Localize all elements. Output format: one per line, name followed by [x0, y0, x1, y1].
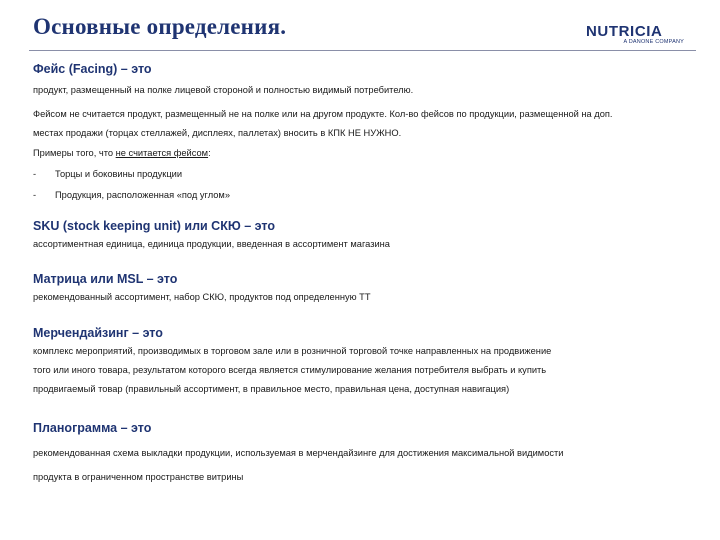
- merch-line-3: продвигаемый товар (правильный ассортимент, в правильное место, правильная цена, доступная навигация): [33, 384, 510, 394]
- list-item: [33, 165, 688, 184]
- merch-line-2: того или иного товара, результатом которого всегда является стимулирование желания потребителя выбрать и купить: [33, 365, 547, 375]
- facing-examples-intro: [33, 144, 688, 163]
- list-item: [33, 186, 688, 205]
- page-title: Основные определения.: [33, 14, 287, 39]
- facing-heading: Фейс (Facing) – это: [33, 62, 152, 76]
- logo-wordmark: NUTRICIA: [586, 23, 663, 40]
- matrix-line-1: рекомендованный ассортимент, набор СКЮ, продуктов под определенную ТТ: [33, 292, 371, 302]
- list-item-text: Продукция, расположенная «под углом»: [55, 190, 230, 200]
- merch-line-1: комплекс мероприятий, производимых в торговом зале или в розничной торговой точке направленных на продвижение: [33, 346, 552, 356]
- dash-bullet: -: [33, 190, 37, 200]
- title-divider: [29, 50, 696, 51]
- examples-suffix: :: [208, 148, 211, 158]
- planogram-line-2: продукта в ограниченном пространстве витрины: [33, 472, 244, 482]
- section-sku: [33, 217, 688, 254]
- matrix-heading: Матрица или MSL – это: [33, 272, 178, 286]
- sku-heading: SKU (stock keeping unit) или СКЮ – это: [33, 219, 275, 233]
- section-planogram: [33, 419, 688, 487]
- list-item-text: Торцы и боковины продукции: [55, 169, 183, 179]
- merch-heading: Мерчендайзинг – это: [33, 326, 163, 340]
- nutricia-logo: [586, 24, 696, 46]
- definitions-content: [33, 59, 688, 487]
- section-facing: [33, 59, 688, 205]
- logo-tagline: A DANONE COMPANY: [623, 39, 684, 45]
- section-merchandising: [33, 324, 688, 399]
- dash-bullet: -: [33, 169, 37, 179]
- examples-prefix: Примеры того, что: [33, 148, 116, 158]
- facing-line-3: местах продажи (торцах стеллажей, дисплеях, паллетах) вносить в КПК НЕ НУЖНО.: [33, 128, 402, 138]
- planogram-heading: Планограмма – это: [33, 421, 152, 435]
- examples-underlined: не считается фейсом: [115, 148, 209, 158]
- section-matrix: [33, 270, 688, 307]
- facing-line-2: Фейсом не считается продукт, размещенный не на полке или на другом продукте. Кол-во фейсов по продукции, размещенной на доп.: [33, 109, 613, 119]
- facing-line-1: продукт, размещенный на полке лицевой стороной и полностью видимый потребителю.: [33, 85, 414, 95]
- sku-line-1: ассортиментная единица, единица продукции, введенная в ассортимент магазина: [33, 239, 390, 249]
- planogram-line-1: рекомендованная схема выкладки продукции, используемая в мерчендайзинге для достижения максимальной видимости: [33, 448, 564, 458]
